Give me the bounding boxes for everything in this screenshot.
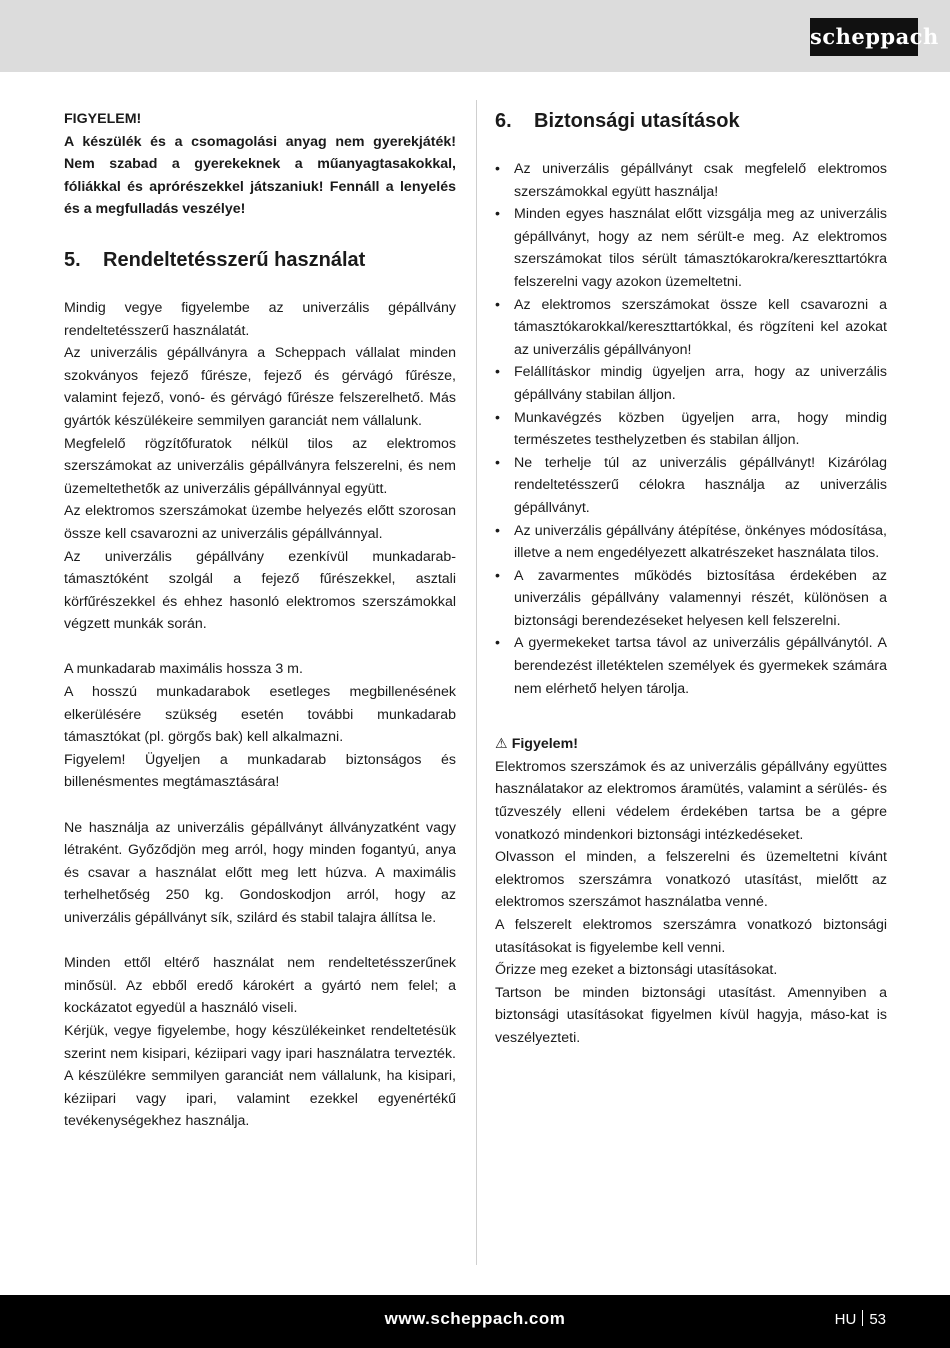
list-item-text: Az univerzális gépállványt csak megfelelő elektromos szerszámokkal együtt használja! bbox=[514, 161, 887, 200]
paragraph: Minden ettől eltérő használat nem rendeltetésszerűnek minősül. Az ebből eredő károkért a gyártó nem felel; a kockázatot egyedül a használó viseli. bbox=[64, 955, 456, 1017]
paragraph: Olvasson el minden, a felszerelni és üzemeltetni kívánt elektromos szerszámra vonatkozó utasítást, mielőtt az elektromos szerszámot használatba venné. bbox=[495, 849, 887, 911]
list-item-text: A zavarmentes működés biztosítása érdekében az univerzális gépállvány valamennyi részét, különösen a biztonsági berendezéseket helyesen kell felszerelni. bbox=[514, 567, 887, 629]
list-item bbox=[495, 407, 887, 452]
bullet-icon: • bbox=[495, 409, 500, 426]
list-item-text: Munkavégzés közben ügyeljen arra, hogy mindig természetes testhelyzetben és stabilan álljon. bbox=[514, 409, 887, 449]
list-item bbox=[495, 452, 887, 520]
paragraph: Az univerzális gépállványra a Scheppach vállalat minden szokványos fejező fűrésze, fejező és gérvágó fűrésze, valamint fejező, vonó- és gérvágó fűrésze felszerelhető. Más gyártók készülékeire semmilyen garanciát nem vállalunk. bbox=[64, 345, 456, 429]
bullet-icon: • bbox=[495, 161, 500, 177]
page-number: 53 bbox=[869, 1311, 886, 1328]
footer-bar bbox=[0, 1295, 950, 1348]
list-item-text: Az elektromos szerszámokat össze kell csavarozni a támasztókarokkal/kereszttartókkal, és rögzíteni kel azokat az univerzális gépállványon! bbox=[514, 296, 887, 358]
list-item-text: Ne terhelje túl az univerzális gépállványt! Kizárólag rendeltetésszerű célokra használja az univerzális gépállványt. bbox=[514, 454, 887, 516]
paragraph: Az univerzális gépállvány ezenkívül munkadarab-támasztóként szolgál a fejező fűrészekkel, asztali körfűrészekkel és ehhez hasonló elektromos szerszámokkal végzett munkák során. bbox=[64, 548, 456, 633]
language-code: HU bbox=[834, 1311, 857, 1328]
scheppach-logo: scheppach bbox=[810, 18, 918, 56]
paragraph: Elektromos szerszámok és az univerzális gépállvány együttes használatakor az elektromos áramütés, valamint a sérülés- és tűzveszély elleni védelem érdekében tartsa be a gépre vonatkozó mindenkori biztonsági intézkedéseket. bbox=[495, 758, 887, 843]
page-separator bbox=[862, 1310, 863, 1326]
list-item bbox=[495, 158, 887, 203]
list-item-text: Minden egyes használat előtt vizsgálja meg az univerzális gépállványt, hogy az nem sérült-e meg. Az elektromos szerszámokat tilos sérült támasztókarokra/kereszttartókra felszerelni vagy azokon üzemeltetni. bbox=[514, 206, 887, 290]
list-item bbox=[495, 361, 887, 406]
paragraph: A felszerelt elektromos szerszámra vonatkozó biztonsági utasításokat is figyelembe kell venni. bbox=[495, 917, 887, 956]
list-item bbox=[495, 294, 887, 362]
section-6-heading bbox=[495, 108, 887, 134]
section-6-title: Biztonsági utasítások bbox=[534, 110, 740, 132]
list-item bbox=[495, 632, 887, 700]
page-info bbox=[835, 1310, 886, 1328]
attention-title: Figyelem! bbox=[511, 736, 578, 753]
header-bar bbox=[0, 0, 950, 72]
section-6-number: 6. bbox=[495, 110, 512, 132]
list-item-text: Felállításkor mindig ügyeljen arra, hogy az univerzális gépállvány stabilan álljon. bbox=[514, 364, 887, 403]
paragraph: Kérjük, vegye figyelembe, hogy készülékeinket rendeltetésük szerint nem kisipari, kéziipari vagy ipari használatra tervezték. A készülékre semmilyen garanciát nem vállalunk, ha kisipari, kéziipari vagy ipari, valamint ezekkel egyenértékű tevékenységekhez használja. bbox=[64, 1022, 456, 1130]
section-5-heading bbox=[64, 247, 456, 273]
paragraph: Tartson be minden biztonsági utasítást. Amennyiben a biztonsági utasításokat figyelmen kívül hagyja, máso-kat is veszélyezteti. bbox=[495, 984, 887, 1046]
bullet-icon: • bbox=[495, 454, 500, 471]
paragraph: Mindig vegye figyelembe az univerzális gépállvány rendeltetésszerű használatát. bbox=[64, 299, 456, 339]
section-5-title: Rendeltetésszerű használat bbox=[103, 248, 366, 271]
paragraph: Őrizze meg ezeket a biztonsági utasításokat. bbox=[495, 962, 778, 979]
bullet-icon: • bbox=[495, 567, 500, 584]
paragraph: Ne használja az univerzális gépállványt állványzatként vagy létraként. Győződjön meg arról, hogy minden fogantyú, anya és csavar a használat előtt meg lett húzva. A maximális terhelhetőség 250 kg. Gondoskodjon arról, hogy az univerzális gépállványt sík, szilárd és stabil talajra állítsa le. bbox=[64, 819, 456, 926]
child-safety-warning: FIGYELEM! A készülék és a csomagolási anyag nem gyerekjáték! Nem szabad a gyerekeknek a műanyagtasakokkal, fóliákkal és aprórészekkel játszaniuk! Fennáll a lenyelés és a megfulladás veszélye! bbox=[64, 111, 456, 218]
list-item-text: A gyermekeket tartsa távol az univerzális gépállványtól. A berendezést illetéktelen személyek és gyermekek számára nem elérhető helyen tárolja. bbox=[514, 635, 887, 697]
paragraph: Az elektromos szerszámokat üzembe helyezés előtt szorosan össze kell csavarozni az univerzális gépállvánnyal. bbox=[64, 503, 456, 542]
bullet-icon: • bbox=[495, 296, 500, 313]
paragraph: A munkadarab maximális hossza 3 m. bbox=[64, 661, 303, 678]
column-divider bbox=[476, 100, 477, 1265]
list-item bbox=[495, 203, 887, 293]
paragraph: A hosszú munkadarabok esetleges megbillenésének elkerülésére szükség esetén további munkadarab támasztókat (pl. görgős bak) kell alkalmazni. bbox=[64, 684, 456, 746]
bullet-icon: • bbox=[495, 522, 500, 539]
bullet-icon: • bbox=[495, 206, 500, 223]
bullet-icon: • bbox=[495, 635, 500, 652]
list-item-text: Az univerzális gépállvány átépítése, önkényes módosítása, illetve a nem engedélyezett alkatrészeket használata tilos. bbox=[514, 522, 887, 562]
section-5-number: 5. bbox=[64, 248, 81, 271]
list-item bbox=[495, 520, 887, 565]
left-column bbox=[64, 108, 456, 1133]
website-link[interactable]: www.scheppach.com bbox=[384, 1309, 566, 1328]
attention-heading bbox=[495, 733, 887, 756]
right-column bbox=[495, 108, 887, 1050]
safety-list bbox=[495, 158, 887, 700]
bullet-icon: • bbox=[495, 364, 500, 381]
paragraph: Figyelem! Ügyeljen a munkadarab biztonságos és billenésmentes megtámasztására! bbox=[64, 751, 456, 791]
paragraph: Megfelelő rögzítőfuratok nélkül tilos az elektromos szerszámokat az univerzális gépállványra felszerelni, és nem üzemeltethetők az univerzális gépállvánnyal együtt. bbox=[64, 435, 456, 497]
warning-triangle-icon: ⚠ bbox=[495, 736, 508, 753]
list-item bbox=[495, 565, 887, 633]
